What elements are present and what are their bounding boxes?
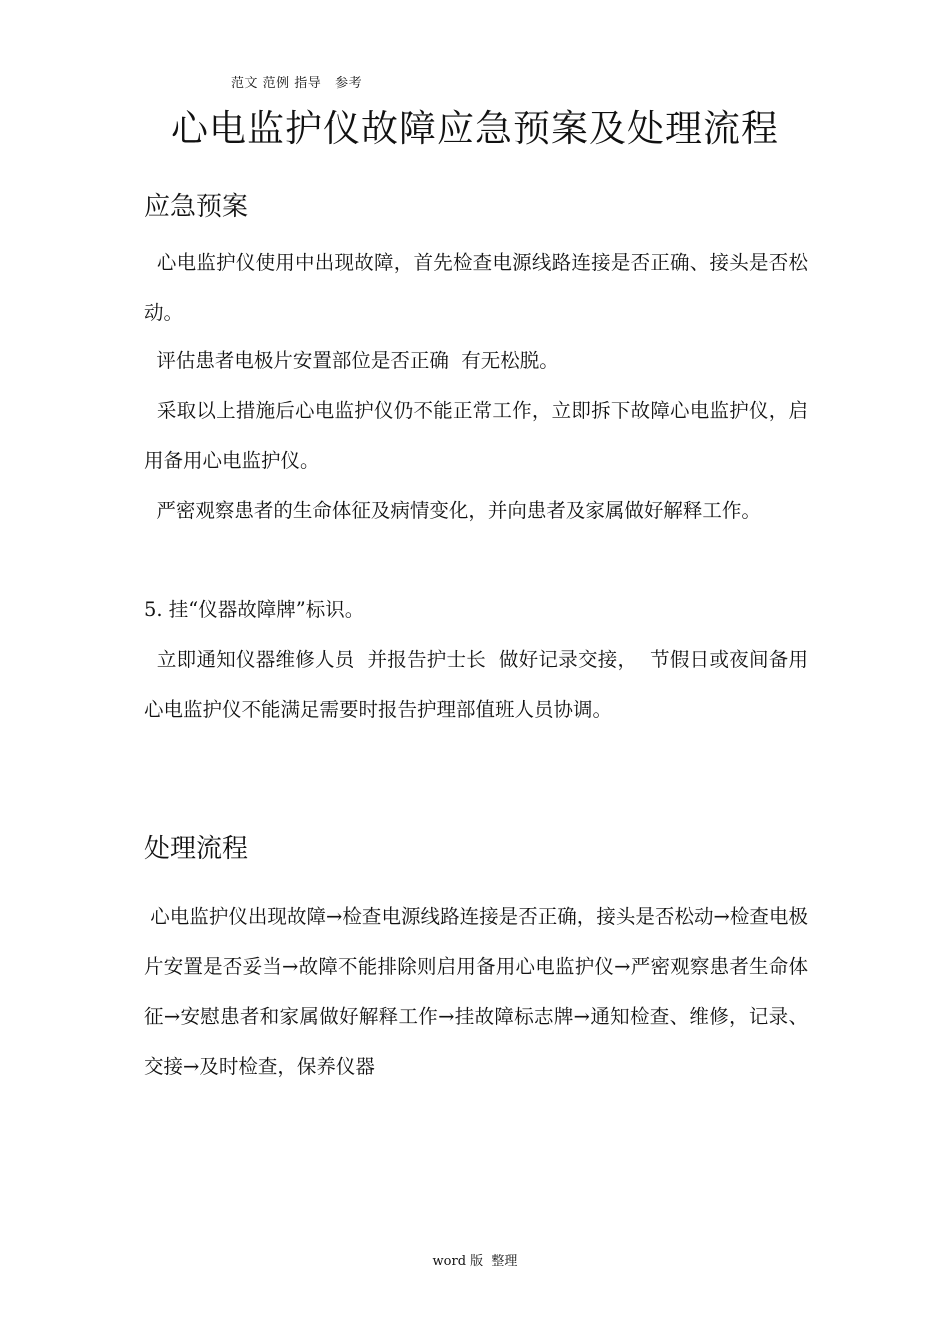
- paragraph-hang-sign: 5. 挂“仪器故障牌”标识。: [144, 598, 365, 621]
- paragraph-replace-monitor: 采取以上措施后心电监护仪仍不能正常工作，立即拆下故障心电监护仪，启用备用心电监护仪。: [144, 399, 808, 472]
- paragraph-process-flow: 心电监护仪出现故障→检查电源线路连接是否正确，接头是否松动→检查电极片安置是否妥当→故障不能排除则启用备用心电监护仪→严密观察患者生命体征→安慰患者和家属做好解释工作→挂故障标志牌→通知检查、维修，记录、交接→及时检查，保养仪器: [144, 905, 808, 1078]
- header-note: 范文 范例 指导 参考: [231, 76, 363, 91]
- section-heading-emergency-plan: 应急预案: [144, 192, 249, 222]
- paragraph-notify-repair: 立即通知仪器维修人员 并报告护士长 做好记录交接， 节假日或夜间备用心电监护仪不能满足需要时报告护理部值班人员协调。: [144, 648, 808, 721]
- paragraph-check-power: 心电监护仪使用中出现故障，首先检查电源线路连接是否正确、接头是否松动。: [144, 251, 808, 324]
- document-title: 心电监护仪故障应急预案及处理流程: [171, 107, 779, 150]
- footer-note: word 版 整理: [432, 1254, 518, 1269]
- section-heading-process-flow: 处理流程: [144, 834, 249, 864]
- paragraph-check-electrodes: 评估患者电极片安置部位是否正确 有无松脱。: [144, 349, 559, 372]
- paragraph-observe-patient: 严密观察患者的生命体征及病情变化，并向患者及家属做好解释工作。: [144, 499, 761, 522]
